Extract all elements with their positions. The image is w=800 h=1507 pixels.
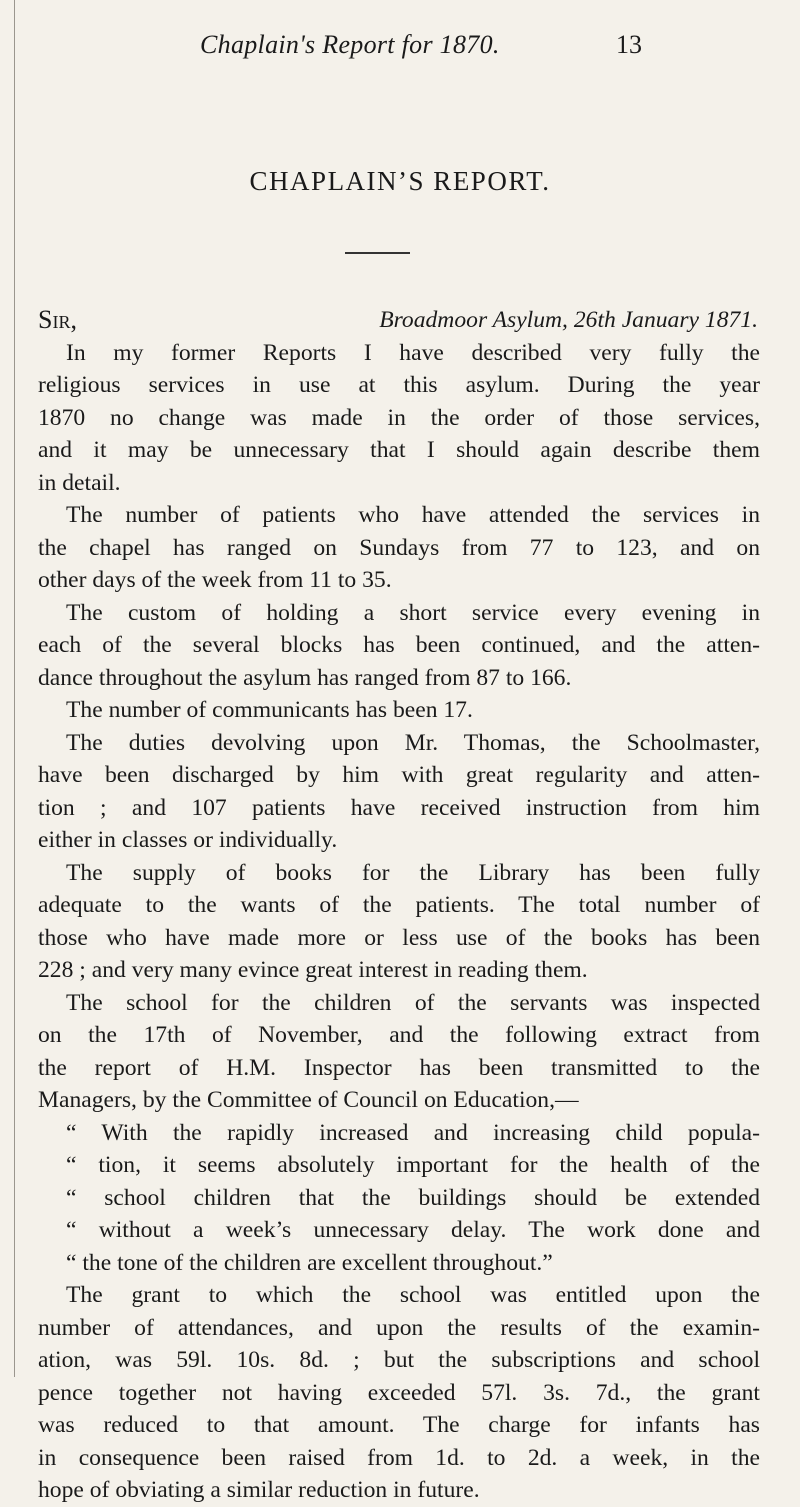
text-line: pence together not having exceeded 57l. 3s. 7d., the grant — [38, 1379, 760, 1406]
text-line: religious services in use at this asylum. During the year — [38, 372, 760, 398]
running-head — [0, 30, 800, 62]
quote-line: “ the tone of the children are excellent throughout.” — [66, 1249, 553, 1276]
report-title: CHAPLAIN’S REPORT. — [249, 166, 551, 196]
text-line: dance throughout the asylum has ranged from 87 to 166. — [38, 664, 572, 691]
title-rule — [345, 252, 410, 254]
text-line: in consequence been raised from 1d. to 2d. a week, in the — [38, 1444, 760, 1471]
text-line: other days of the week from 11 to 35. — [38, 567, 392, 593]
text-line: adequate to the wants of the patients. The total number of — [38, 892, 760, 918]
text-line: 1870 no change was made in the order of those services, — [38, 404, 760, 431]
text-line: ation, was 59l. 10s. 8d. ; but the subscriptions and school — [38, 1347, 760, 1373]
text-line: in detail. — [38, 469, 121, 496]
text-line: The custom of holding a short service every evening in — [66, 599, 760, 626]
text-line: The supply of books for the Library has been fully — [66, 859, 760, 886]
text-line: The grant to which the school was entitled upon the — [66, 1282, 760, 1308]
salutation-line — [38, 304, 760, 337]
text-line: the chapel has ranged on Sundays from 77 to 123, and on — [38, 534, 760, 561]
text-line: the report of H.M. Inspector has been transmitted to the — [38, 1054, 760, 1081]
text-line: 228 ; and very many evince great interest in reading them. — [38, 957, 588, 983]
report-body — [38, 304, 760, 1507]
addressee: Sir, — [38, 305, 77, 334]
page-edge-line — [14, 0, 15, 1377]
quote-line: “ without a week’s unnecessary delay. The work done and — [66, 1217, 760, 1243]
text-line: In my former Reports I have described very fully the — [66, 339, 760, 366]
text-line: those who have made more or less use of the books has been — [38, 924, 760, 951]
text-line: have been discharged by him with great regularity and atten- — [38, 762, 760, 788]
text-line: The number of patients who have attended the services in — [66, 502, 760, 528]
dateline: Broadmoor Asylum, 26th January 1871. — [379, 307, 758, 333]
quote-line: “ With the rapidly increased and increasing child popula- — [66, 1119, 760, 1146]
running-head-title: Chaplain's Report for 1870. — [200, 30, 500, 59]
quote-line: “ school children that the buildings should be extended — [66, 1184, 760, 1211]
text-line: either in classes or individually. — [38, 827, 338, 853]
text-line: was reduced to that amount. The charge for infants has — [38, 1412, 760, 1438]
text-line: The school for the children of the servants was inspected — [66, 989, 760, 1016]
text-line: and it may be unnecessary that I should again describe them — [38, 437, 760, 463]
text-line: The duties devolving upon Mr. Thomas, the Schoolmaster, — [66, 729, 760, 756]
text-line: on the 17th of November, and the following extract from — [38, 1022, 760, 1048]
text-line: Managers, by the Committee of Council on Education,— — [38, 1087, 579, 1113]
text-line: each of the several blocks has been continued, and the atten- — [38, 632, 760, 658]
text-line: hope of obviating a similar reduction in future. — [38, 1477, 480, 1503]
page-number: 13 — [616, 30, 642, 59]
text-line: The number of communicants has been 17. — [66, 697, 473, 723]
quote-line: “ tion, it seems absolutely important for the health of the — [66, 1152, 760, 1178]
text-line: number of attendances, and upon the results of the examin- — [38, 1314, 760, 1341]
text-line: tion ; and 107 patients have received instruction from him — [38, 794, 760, 821]
